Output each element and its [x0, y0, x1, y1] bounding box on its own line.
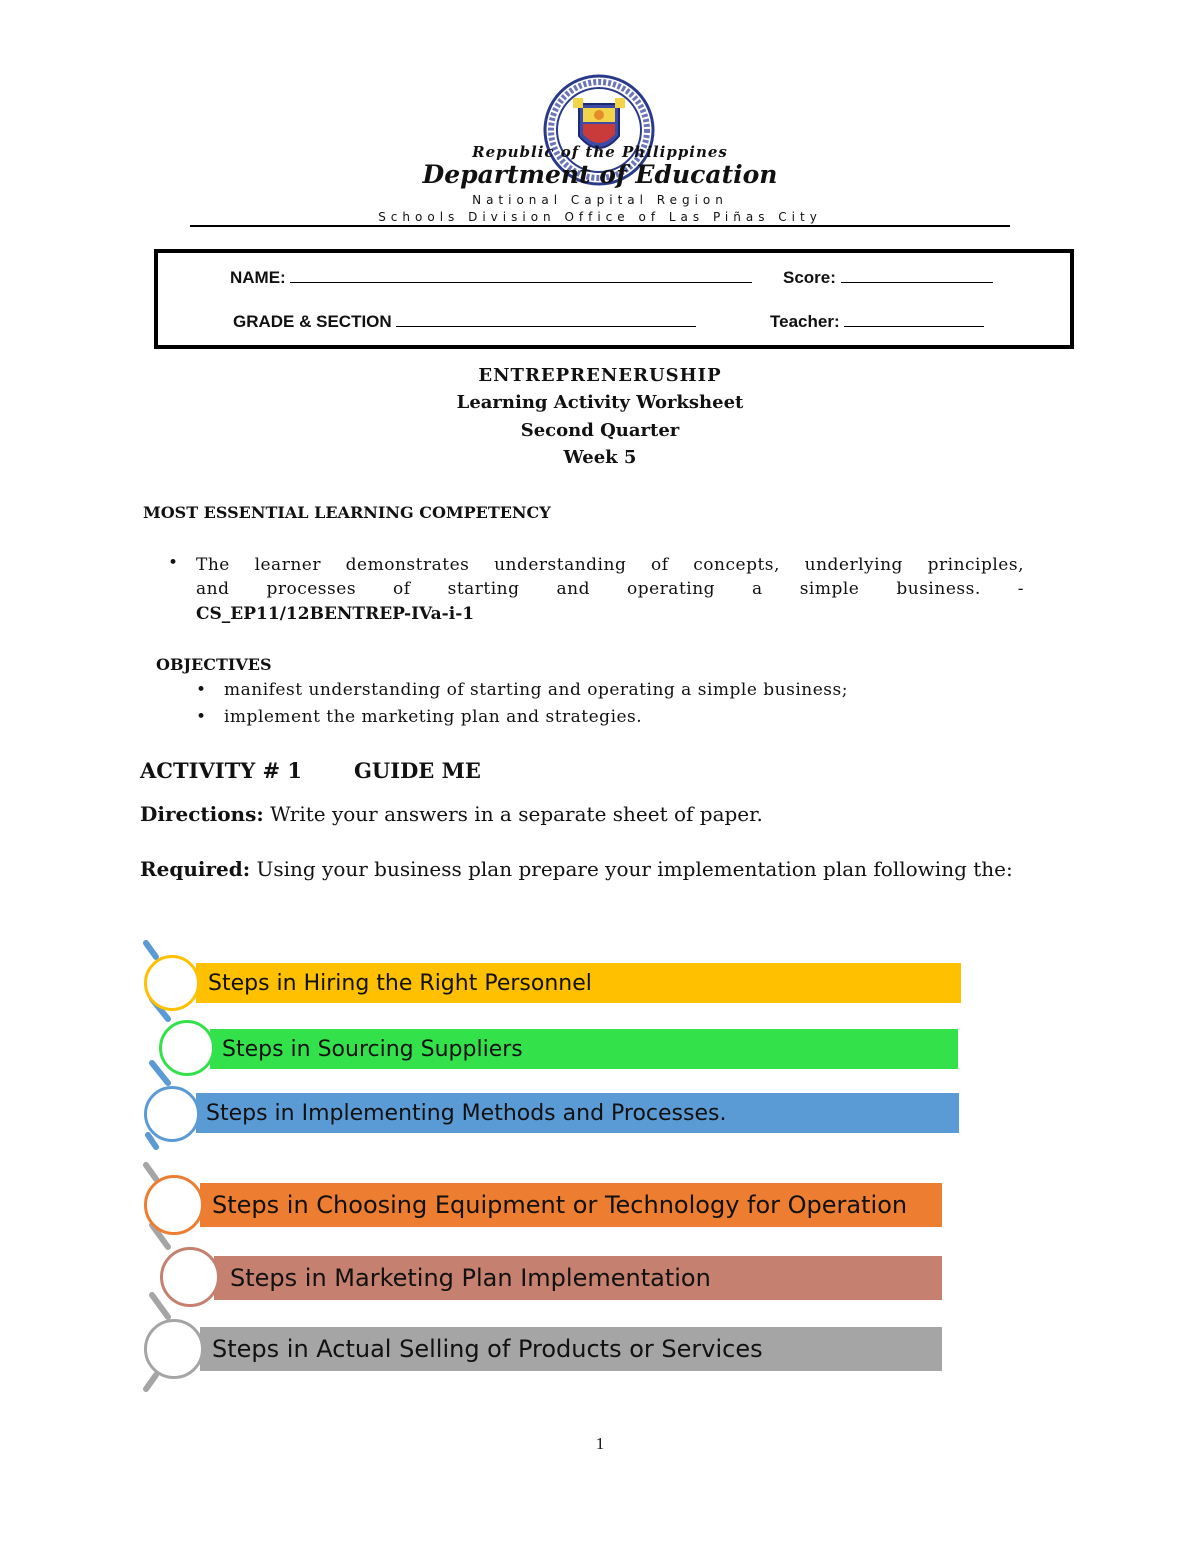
department-title: Department of Education	[422, 160, 778, 189]
bullet-icon: •	[168, 553, 179, 573]
grade-section-line[interactable]	[396, 310, 696, 327]
score-line[interactable]	[841, 266, 993, 283]
division-label: Schools Division Office of Las Piñas City	[378, 210, 822, 224]
required	[140, 856, 1020, 883]
melc-code: CS_EP11/12BENTREP-IVa-i-1	[196, 604, 475, 624]
teacher-line[interactable]	[844, 310, 984, 327]
activity-number: ACTIVITY # 1	[140, 758, 303, 783]
melc-text	[196, 553, 1024, 601]
step-bar-selling	[200, 1327, 942, 1371]
worksheet-title: Learning Activity Worksheet	[456, 392, 744, 413]
quarter-title: Second Quarter	[520, 420, 680, 441]
directions	[140, 802, 763, 826]
teacher-field[interactable]	[770, 310, 984, 332]
page-number: 1	[595, 1434, 605, 1453]
step-circle-icon	[160, 1247, 220, 1307]
republic-label: Republic of the Philippines	[472, 143, 728, 161]
step-circle-icon	[144, 955, 200, 1011]
step-label: Steps in Sourcing Suppliers	[222, 1036, 523, 1062]
objective-item: implement the marketing plan and strategies.	[224, 707, 643, 727]
required-text: Using your business plan prepare your implementation plan following the:	[256, 857, 1013, 881]
directions-text: Write your answers in a separate sheet of paper.	[270, 802, 763, 826]
subject-title: ENTREPRENERUSHIP	[478, 365, 722, 386]
name-label: NAME:	[230, 268, 286, 287]
step-circle-icon	[144, 1086, 200, 1142]
objective-item: manifest understanding of starting and operating a simple business;	[224, 680, 848, 700]
step-bar-hiring	[196, 963, 961, 1003]
step-bar-equipment	[200, 1183, 942, 1227]
step-label: Steps in Implementing Methods and Processes.	[206, 1100, 727, 1126]
grade-section-label: GRADE & SECTION	[233, 312, 392, 331]
melc-heading: MOST ESSENTIAL LEARNING COMPETENCY	[143, 503, 551, 522]
directions-label: Directions:	[140, 802, 264, 826]
name-field[interactable]	[230, 266, 752, 288]
step-bar-suppliers	[210, 1029, 958, 1069]
week-title: Week 5	[563, 447, 637, 468]
header-divider	[190, 225, 1010, 227]
required-label: Required:	[140, 857, 251, 881]
objectives-heading: OBJECTIVES	[156, 655, 272, 674]
name-line[interactable]	[290, 266, 752, 283]
teacher-label: Teacher:	[770, 312, 840, 331]
step-circle-icon	[144, 1319, 204, 1379]
bullet-icon: •	[196, 680, 207, 700]
score-field[interactable]	[783, 266, 993, 288]
bullet-icon: •	[196, 707, 207, 727]
step-circle-icon	[159, 1020, 215, 1076]
step-circle-icon	[144, 1175, 204, 1235]
grade-section-field[interactable]	[233, 310, 696, 332]
step-bar-marketing	[214, 1256, 942, 1300]
activity-name: GUIDE ME	[354, 758, 481, 783]
step-label: Steps in Hiring the Right Personnel	[208, 970, 592, 996]
step-label: Steps in Marketing Plan Implementation	[230, 1264, 711, 1292]
melc-line-2: and processes of starting and operating a simple business. -	[196, 579, 1024, 599]
score-label: Score:	[783, 268, 836, 287]
melc-line-1: The learner demonstrates understanding of concepts, underlying principles,	[196, 555, 1024, 575]
step-label: Steps in Actual Selling of Products or Services	[212, 1335, 763, 1363]
region-label: National Capital Region	[472, 193, 728, 207]
step-bar-methods	[196, 1093, 959, 1133]
step-label: Steps in Choosing Equipment or Technology for Operation	[212, 1191, 908, 1219]
student-info-box	[154, 249, 1074, 349]
